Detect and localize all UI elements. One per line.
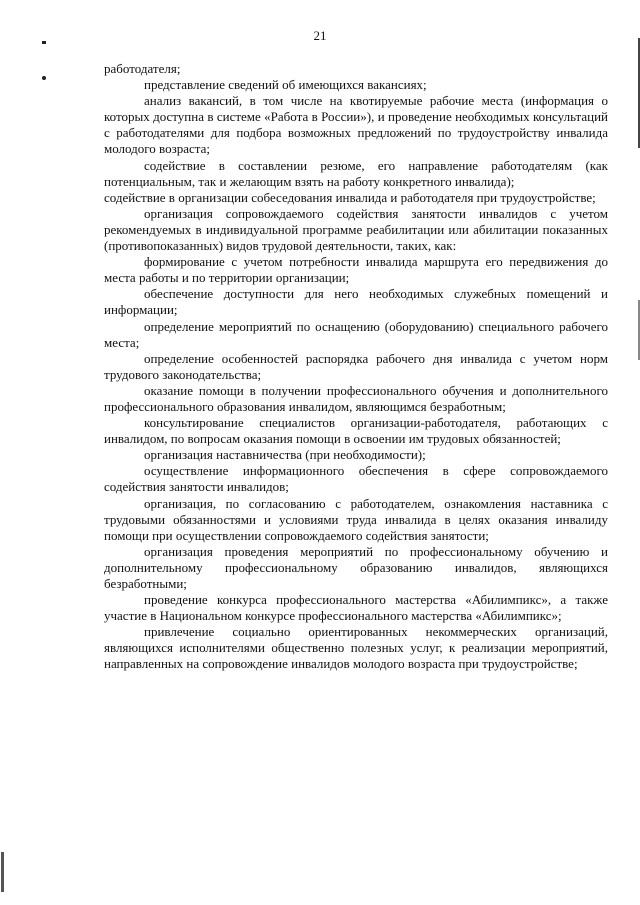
paragraph: проведение конкурса профессионального мастерства «Абилимпикс», а также участие в Национальном конкурсе профессионального мастерства «Абилимпикс»; — [104, 592, 608, 624]
paragraph: определение мероприятий по оснащению (оборудованию) специального рабочего места; — [104, 318, 608, 350]
paragraph: анализ вакансий, в том числе на квотируемые рабочие места (информация о которых доступна в системе «Работа в России»), и проведение необходимых консультаций с работодателями для подбора возможных предложений по трудоустройству инвалида молодого возраста; — [104, 93, 608, 157]
paragraph: организация наставничества (при необходимости); — [144, 447, 426, 463]
paragraph: оказание помощи в получении профессионального обучения и дополнительного профессионального образования инвалидом, являющимся безработным; — [104, 382, 608, 414]
paragraph: привлечение социально ориентированных некоммерческих организаций, являющихся исполнителями общественно полезных услуг, к реализации мероприятий, направленных на сопровождение инвалидов молодого возраста при трудоустройстве; — [104, 624, 608, 672]
paragraph: консультирование специалистов организации-работодателя, работающих с инвалидом, по вопросам оказания помощи в освоении им трудовых обязанностей; — [104, 415, 608, 447]
paragraph: организация сопровождаемого содействия занятости инвалидов с учетом рекомендуемых в индивидуальной программе реабилитации или абилитации показанных (противопоказанных) видов трудовой деятельности, таких, как: — [104, 205, 608, 254]
paragraph: определение особенностей распорядка рабочего дня инвалида с учетом норм трудового законодательства; — [104, 350, 608, 382]
paragraph: представление сведений об имеющихся вакансиях; — [144, 77, 427, 93]
page-number: 21 — [313, 28, 327, 43]
paragraph: содействие в организации собеседования инвалида и работодателя при трудоустройстве; — [104, 189, 596, 205]
paragraph: содействие в составлении резюме, его направление работодателям (как потенциальным, так и желающим взять на работу конкретного инвалида); — [104, 157, 608, 189]
paragraph: организация, по согласованию с работодателем, ознакомления наставника с трудовыми обязанностями и условиями труда инвалида в целях оказания инвалиду помощи при осуществлении сопровождаемого содействия занятости; — [104, 495, 608, 543]
paragraph: организация проведения мероприятий по профессиональному обучению и дополнительному профессиональному образованию инвалидов, являющихся безработными; — [104, 543, 608, 591]
scan-mark — [1, 852, 4, 892]
scan-mark — [42, 76, 46, 80]
paragraph: работодателя; — [104, 61, 181, 76]
document-body — [104, 61, 608, 673]
paragraph: формирование с учетом потребности инвалида маршрута его передвижения до места работы и по территории организации; — [104, 254, 608, 286]
paragraph: обеспечение доступности для него необходимых служебных помещений и информации; — [104, 286, 608, 318]
paragraph: осуществление информационного обеспечения в сфере сопровождаемого содействия занятости инвалидов; — [104, 463, 608, 495]
